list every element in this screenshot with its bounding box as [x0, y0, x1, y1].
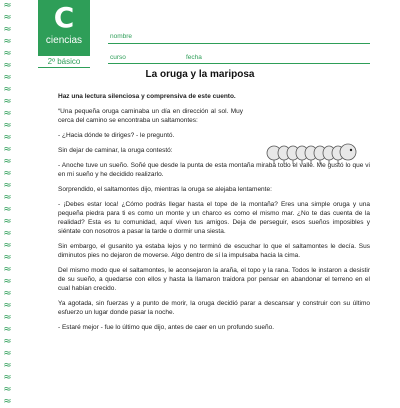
nombre-label: nombre [110, 33, 133, 40]
border-glyph: ≈ [3, 204, 11, 215]
grade-label: 2º básico [38, 56, 90, 68]
curso-label: curso [110, 54, 126, 61]
border-glyph: ≈ [3, 60, 11, 71]
instructions: Haz una lectura silenciosa y comprensiva de este cuento. [58, 93, 236, 100]
border-glyph: ≈ [3, 156, 11, 167]
border-glyph: ≈ [3, 372, 11, 383]
border-glyph: ≈ [3, 288, 11, 299]
border-glyph: ≈ [3, 144, 11, 155]
border-glyph: ≈ [3, 276, 11, 287]
story-paragraph: - Estaré mejor - fue lo último que dijo, antes de caer en un profundo sueño. [58, 324, 275, 331]
border-glyph: ≈ [3, 348, 11, 359]
badge-letter: C [53, 1, 75, 34]
border-glyph: ≈ [3, 180, 11, 191]
border-glyph: ≈ [3, 84, 11, 95]
border-glyph: ≈ [3, 300, 11, 311]
border-glyph: ≈ [3, 132, 11, 143]
story-content [58, 92, 370, 338]
story-paragraph: - ¡Debes estar loca! ¿Cómo podrás llegar hasta el tope de la montaña? Eres una simple oruga y una pequeña piedra para ti es como un monte y un charco es como el mismo mar. ¿No te das cuenta de la realidad? Esta es tu comunidad, aquí viven tus amigos. Deja de perseguir, esos sueños imposibles y siéntate con nosotros a pasar la tarde o dormir una siesta. [58, 201, 370, 235]
border-glyph: ≈ [3, 72, 11, 83]
story-paragraph: Sorprendido, el saltamontes dijo, mientras la oruga se alejaba lentamente: [58, 186, 272, 193]
border-glyph: ≈ [3, 96, 11, 107]
story-paragraph: Sin dejar de caminar, la oruga contestó: [58, 147, 173, 154]
border-glyph: ≈ [3, 252, 11, 263]
border-glyph: ≈ [3, 108, 11, 119]
story-paragraph: “Una pequeña oruga caminaba un día en dirección al sol. Muy cerca del camino se encontraba un saltamontes: [58, 108, 243, 124]
border-glyph: ≈ [3, 120, 11, 131]
border-glyph: ≈ [3, 24, 11, 35]
badge-subject: ciencias [45, 35, 83, 46]
border-glyph: ≈ [3, 228, 11, 239]
nombre-line[interactable] [108, 43, 370, 44]
story-paragraph: Sin embargo, el gusanito ya estaba lejos y no terminó de escuchar lo que el saltamontes le decía. Sus diminutos pies no dejaron de moverse. Algo dentro de sí la impulsaba hacia la cima. [58, 243, 370, 259]
border-glyph: ≈ [3, 48, 11, 59]
story-paragraph: - ¿Hacia dónde te diriges? - le preguntó. [58, 132, 175, 139]
border-glyph: ≈ [3, 312, 11, 323]
page-title: La oruga y la mariposa [145, 69, 255, 80]
border-glyph: ≈ [3, 168, 11, 179]
story-paragraph: Del mismo modo que el saltamontes, le aconsejaron la araña, el topo y la rana. Todos le instaron a desistir de su sueño, a quedarse con ellos y hasta la llamaron traidora por pensar en abandonar el terreno en el cual habían crecido. [58, 267, 370, 292]
decorative-left-border [0, 0, 14, 407]
story-paragraph: Ya agotada, sin fuerzas y a punto de morir, la oruga decidió parar a descansar y construir con su último esfuerzo un lugar donde pasar la noche. [58, 300, 370, 316]
story-paragraph: - Anoche tuve un sueño. Soñé que desde la punta de esta montaña miraba todo el valle. Me gustó lo que vi en mi sueño y he decidido realizarlo. [58, 162, 370, 178]
border-glyph: ≈ [3, 360, 11, 371]
fecha-label: fecha [186, 54, 202, 61]
border-glyph: ≈ [3, 192, 11, 203]
border-glyph: ≈ [3, 240, 11, 251]
border-glyph: ≈ [3, 264, 11, 275]
border-glyph: ≈ [3, 336, 11, 347]
subject-badge [38, 0, 90, 56]
border-glyph: ≈ [3, 216, 11, 227]
border-glyph: ≈ [3, 396, 11, 407]
border-glyph: ≈ [3, 12, 11, 23]
border-glyph: ≈ [3, 384, 11, 395]
curso-fecha-line[interactable] [108, 63, 370, 64]
border-glyph: ≈ [3, 324, 11, 335]
border-glyph: ≈ [3, 0, 11, 11]
border-glyph: ≈ [3, 36, 11, 47]
